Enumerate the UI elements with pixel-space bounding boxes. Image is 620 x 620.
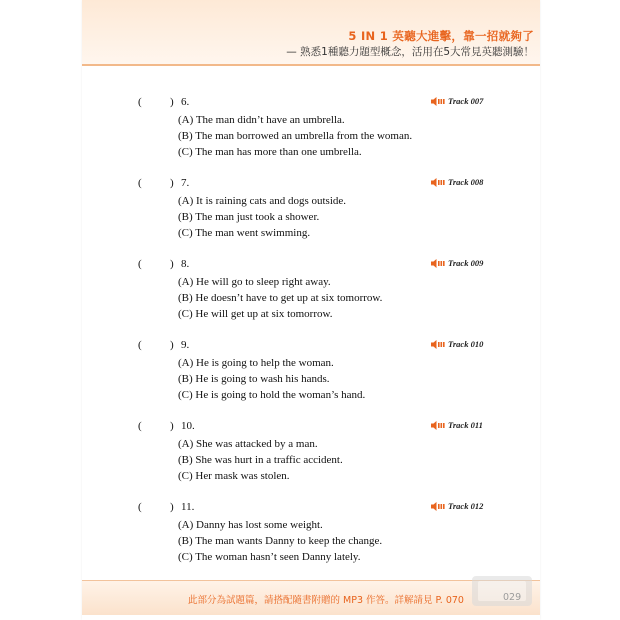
- question-item: [138, 501, 498, 565]
- watermark-logo-icon: [470, 572, 534, 612]
- track-label[interactable]: [431, 258, 483, 268]
- speaker-icon: [431, 421, 445, 430]
- answer-option[interactable]: (C) The woman hasn’t seen Danny lately.: [178, 551, 361, 563]
- track-label[interactable]: [431, 420, 483, 430]
- question-header: [138, 258, 498, 274]
- answer-option[interactable]: (B) He doesn’t have to get up at six tomorrow.: [178, 292, 383, 304]
- track-label[interactable]: [431, 96, 483, 106]
- answer-option[interactable]: (B) The man borrowed an umbrella from the woman.: [178, 130, 413, 142]
- answer-blank-open[interactable]: (: [138, 258, 142, 270]
- track-label[interactable]: [431, 501, 483, 511]
- question-header: [138, 339, 498, 355]
- header-title: 5 IN 1 英聽大進擊，靠一招就夠了: [348, 29, 534, 43]
- speaker-icon: [431, 178, 445, 187]
- answer-option[interactable]: (A) He is going to help the woman.: [178, 357, 334, 369]
- answer-option[interactable]: (C) Her mask was stolen.: [178, 470, 290, 482]
- answer-option[interactable]: (A) He will go to sleep right away.: [178, 276, 331, 288]
- question-header: [138, 177, 498, 193]
- track-label[interactable]: [431, 339, 483, 349]
- answer-blank-close[interactable]: ): [170, 96, 174, 108]
- track-text: Track 010: [448, 339, 484, 349]
- header-subtitle: — 熟悉1種聽力題型概念，活用在5大常見英聽測驗！: [286, 46, 534, 58]
- answer-blank-open[interactable]: (: [138, 177, 142, 189]
- question-item: [138, 339, 498, 403]
- question-item: [138, 420, 498, 484]
- track-text: Track 009: [448, 258, 484, 268]
- answer-option[interactable]: (A) Danny has lost some weight.: [178, 519, 323, 531]
- question-number: 11.: [181, 501, 195, 513]
- question-header: [138, 501, 498, 517]
- answer-blank-open[interactable]: (: [138, 96, 142, 108]
- answer-option[interactable]: (B) The man wants Danny to keep the change.: [178, 535, 383, 547]
- speaker-icon: [431, 97, 445, 106]
- answer-option[interactable]: (B) He is going to wash his hands.: [178, 373, 330, 385]
- speaker-icon: [431, 259, 445, 268]
- answer-blank-close[interactable]: ): [170, 177, 174, 189]
- question-number: 9.: [181, 339, 190, 351]
- question-item: [138, 258, 498, 322]
- answer-option[interactable]: (C) He will get up at six tomorrow.: [178, 308, 333, 320]
- answer-blank-open[interactable]: (: [138, 501, 142, 513]
- question-item: [138, 96, 498, 160]
- answer-option[interactable]: (B) The man just took a shower.: [178, 211, 320, 223]
- track-text: Track 011: [448, 420, 483, 430]
- answer-option[interactable]: (A) The man didn’t have an umbrella.: [178, 114, 345, 126]
- answer-blank-open[interactable]: (: [138, 420, 142, 432]
- track-text: Track 007: [448, 96, 484, 106]
- answer-option[interactable]: (C) The man has more than one umbrella.: [178, 146, 362, 158]
- track-text: Track 008: [448, 177, 484, 187]
- answer-blank-close[interactable]: ): [170, 339, 174, 351]
- answer-option[interactable]: (A) She was attacked by a man.: [178, 438, 318, 450]
- question-number: 6.: [181, 96, 190, 108]
- answer-blank-close[interactable]: ): [170, 258, 174, 270]
- speaker-icon: [431, 340, 445, 349]
- answer-option[interactable]: (B) She was hurt in a traffic accident.: [178, 454, 343, 466]
- track-label[interactable]: [431, 177, 483, 187]
- question-header: [138, 420, 498, 436]
- answer-option[interactable]: (C) The man went swimming.: [178, 227, 311, 239]
- track-text: Track 012: [448, 501, 484, 511]
- question-number: 10.: [181, 420, 195, 432]
- answer-blank-open[interactable]: (: [138, 339, 142, 351]
- answer-option[interactable]: (A) It is raining cats and dogs outside.: [178, 195, 347, 207]
- footer-note: 此部分為試題篇，請搭配隨書附贈的 MP3 作答。詳解請見 P. 070: [188, 595, 464, 606]
- question-header: [138, 96, 498, 112]
- answer-blank-close[interactable]: ): [170, 420, 174, 432]
- answer-blank-close[interactable]: ): [170, 501, 174, 513]
- question-number: 8.: [181, 258, 190, 270]
- question-number: 7.: [181, 177, 190, 189]
- answer-option[interactable]: (C) He is going to hold the woman’s hand.: [178, 389, 366, 401]
- speaker-icon: [431, 502, 445, 511]
- question-item: [138, 177, 498, 241]
